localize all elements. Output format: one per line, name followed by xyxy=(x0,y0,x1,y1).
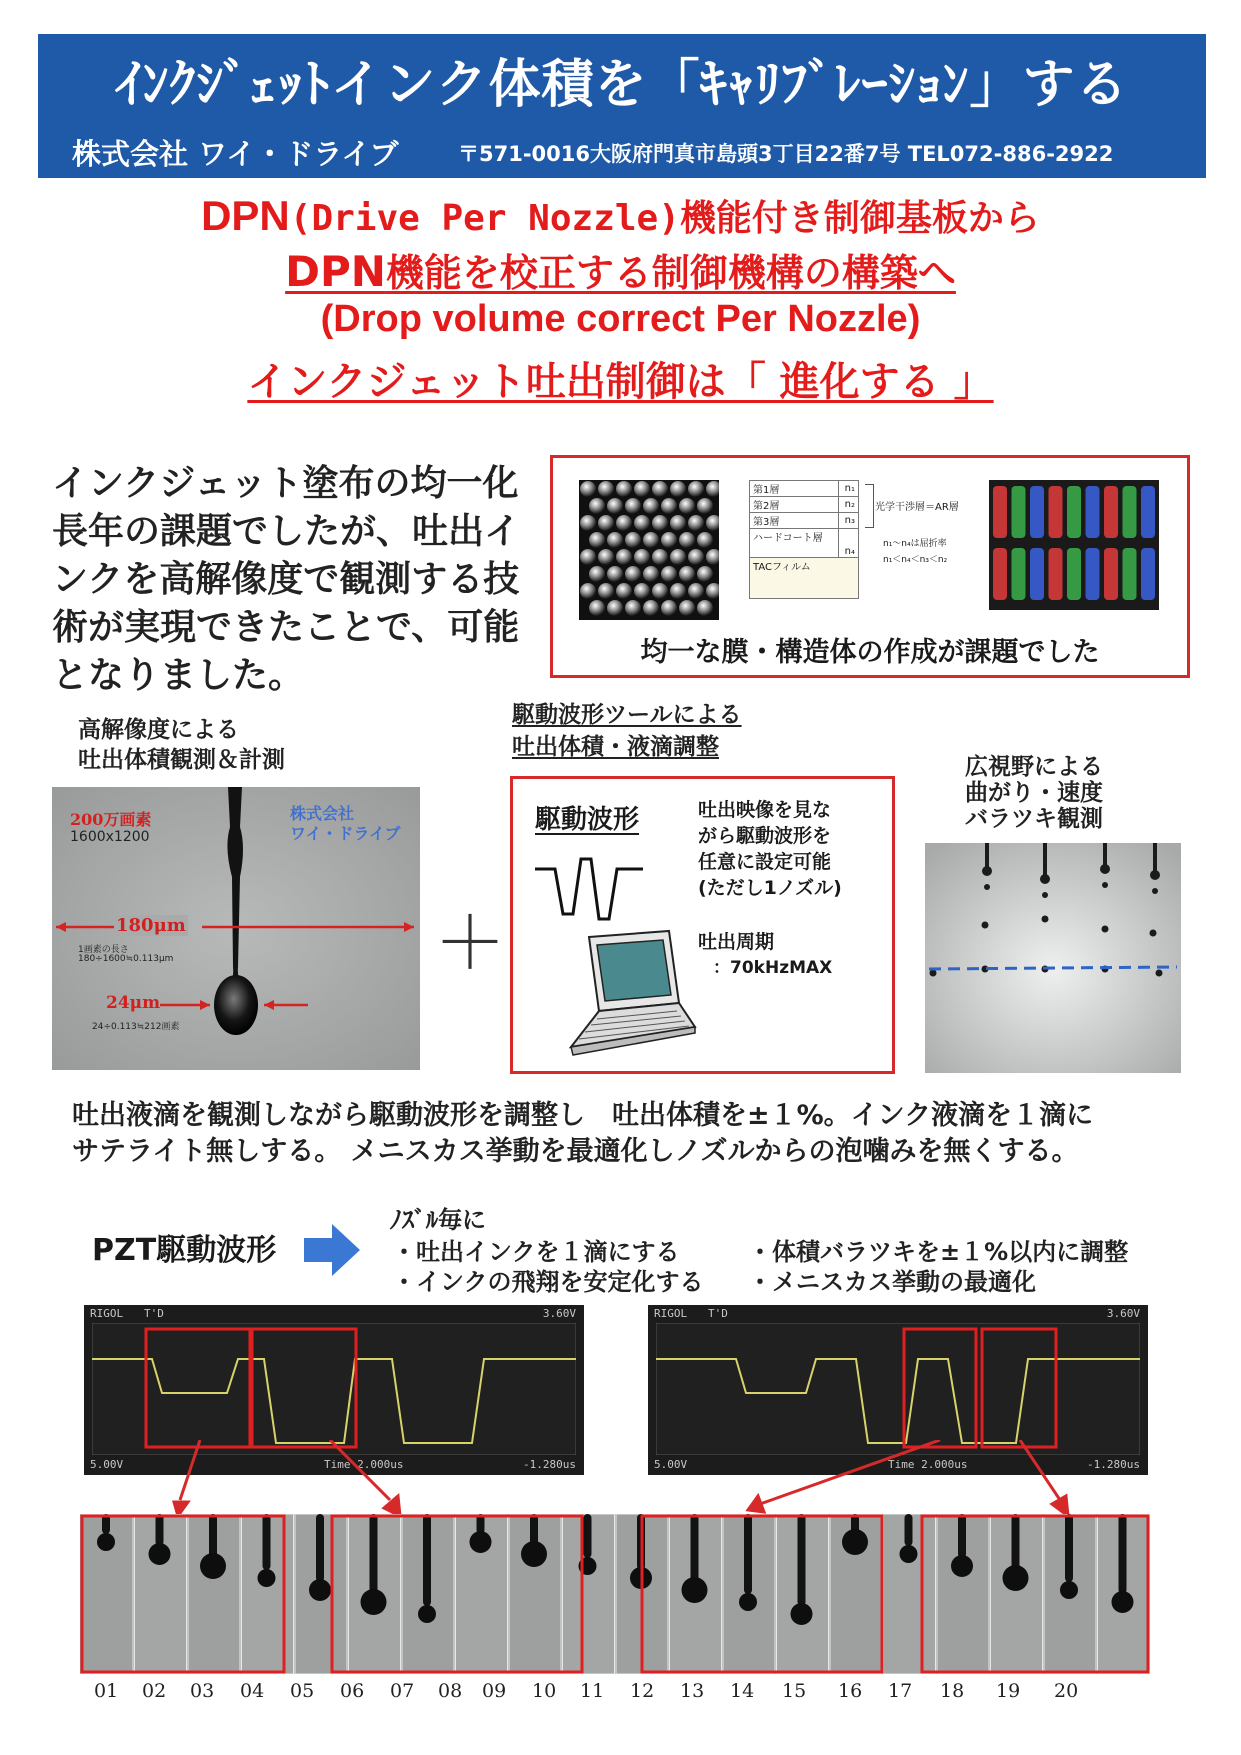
droplet-stem xyxy=(584,1514,592,1558)
arrow-right-icon xyxy=(302,1222,362,1278)
layer-index: n₂ xyxy=(838,497,858,513)
frame-number: 02 xyxy=(142,1680,167,1702)
headline-dpn-2: DPN xyxy=(285,247,386,296)
lens-dot xyxy=(598,549,614,565)
company-name: 株式会社 ワイ・ドライブ xyxy=(72,137,399,171)
droplet xyxy=(309,1579,331,1601)
pzt-bullet-right-1: ・体積バラツキを±１%以内に調整 xyxy=(748,1238,1129,1266)
lens-dot xyxy=(598,583,614,599)
headline-line-1 xyxy=(0,190,1241,241)
wide-drop xyxy=(1102,926,1109,933)
lens-dot xyxy=(670,549,686,565)
droplet xyxy=(361,1589,387,1615)
lens-dot xyxy=(607,498,623,514)
wide-drop xyxy=(982,922,989,929)
frame-number: 10 xyxy=(532,1680,557,1702)
frame-number: 14 xyxy=(730,1680,755,1702)
lens-dot xyxy=(670,583,686,599)
frame-number: 07 xyxy=(390,1680,415,1702)
lens-dot xyxy=(580,481,596,497)
film-note-2: n₁～n₄は屈折率 xyxy=(883,539,947,549)
lens-dot xyxy=(625,566,641,582)
lens-dot xyxy=(616,515,632,531)
droplet xyxy=(791,1603,813,1625)
wide-field-photo xyxy=(925,843,1181,1073)
lens-dot xyxy=(652,481,668,497)
lens-dot xyxy=(616,583,632,599)
scope-mode: T'D xyxy=(144,1307,164,1320)
color-pixel xyxy=(1030,486,1044,538)
intro-text xyxy=(52,460,542,700)
frame-number: 18 xyxy=(940,1680,965,1702)
color-pixel xyxy=(1086,548,1100,600)
lens-dot xyxy=(670,515,686,531)
watermark-2: ワイ・ドライブ xyxy=(290,824,401,843)
wide-field-drawing xyxy=(925,843,1181,1073)
intro-line: 術が実現できたことで、可能 xyxy=(52,607,520,648)
wide-label-3: バラツキ観測 xyxy=(965,806,1103,832)
wide-drop xyxy=(1100,864,1110,874)
droplet xyxy=(739,1593,757,1611)
color-pixel xyxy=(1141,486,1155,538)
nozzle-stream xyxy=(1043,843,1047,875)
lens-dot xyxy=(679,498,695,514)
tool-desc-line: (ただし1ノズル) xyxy=(698,877,842,899)
scope-trig: 3.60V xyxy=(1106,1307,1140,1320)
period-value: ：70kHzMAX xyxy=(713,958,833,978)
headline-line-4: インクジェット吐出制御は「 進化する 」 xyxy=(247,359,994,405)
measure-24: 24μm xyxy=(106,993,161,1013)
company-address: 〒571-0016大阪府門真市島頭3丁目22番7号 TEL072-886-2922 xyxy=(458,142,1114,166)
droplet-stem xyxy=(905,1514,913,1546)
summary-line-1: 吐出液滴を観測しながら駆動波形を調整し 吐出体積を±１%。インク液滴を１滴に xyxy=(72,1100,1094,1131)
wide-label-1: 広視野による xyxy=(965,754,1103,780)
frame-number: 08 xyxy=(438,1680,463,1702)
lens-dot xyxy=(688,515,704,531)
scope-brand: RIGOL xyxy=(654,1307,688,1320)
color-pixel xyxy=(993,486,1007,538)
lens-dot xyxy=(643,600,659,616)
layer-name: 第2層 xyxy=(750,497,839,513)
microlens-array-image xyxy=(579,480,719,620)
lens-dot xyxy=(688,549,704,565)
summary-line-2: サテライト無しする。 メニスカス挙動を最適化しノズルからの泡噛みを無くする。 xyxy=(72,1136,1079,1167)
droplet-stem xyxy=(744,1514,752,1594)
scope-header xyxy=(648,1305,1148,1323)
lens-dot xyxy=(643,498,659,514)
droplet xyxy=(470,1531,492,1553)
pzt-label: PZT駆動波形 xyxy=(92,1233,277,1268)
droplet xyxy=(682,1577,708,1603)
frame-number: 15 xyxy=(782,1680,807,1702)
droplet-stem xyxy=(798,1514,806,1606)
wide-drop xyxy=(1040,874,1050,884)
layer-name: ハードコート層 xyxy=(750,529,839,558)
observe-label-2: 吐出体積観測＆計測 xyxy=(78,747,285,773)
laptop-icon xyxy=(519,929,699,1069)
frame-number: 01 xyxy=(94,1680,119,1702)
scope-grid-right xyxy=(656,1323,1140,1455)
period-label: 吐出周期 xyxy=(698,931,775,953)
droplet xyxy=(97,1533,115,1551)
tool-desc-line: 吐出映像を見な xyxy=(698,799,832,821)
frame-number: 19 xyxy=(996,1680,1021,1702)
lens-dot xyxy=(679,600,695,616)
lens-dot xyxy=(580,549,596,565)
lens-dot xyxy=(616,481,632,497)
droplet xyxy=(149,1543,171,1565)
lens-dot xyxy=(679,532,695,548)
measure-24-note: 24÷0.113≒212画素 xyxy=(92,1022,180,1032)
tool-label-2: 吐出体積・液滴調整 xyxy=(512,734,719,760)
wide-drop xyxy=(1102,882,1108,888)
wide-drop xyxy=(1150,870,1160,880)
lens-dot xyxy=(697,498,713,514)
scope-header xyxy=(84,1305,584,1323)
droplet xyxy=(200,1553,226,1579)
headline-line-2 xyxy=(0,242,1241,297)
lens-dot xyxy=(634,481,650,497)
tool-desc-line: がら駆動波形を xyxy=(698,825,832,847)
layer-table xyxy=(749,480,859,599)
lens-dot xyxy=(580,515,596,531)
droplet-stem xyxy=(423,1514,431,1606)
lens-dot xyxy=(598,515,614,531)
lens-dot xyxy=(670,481,686,497)
intro-line: インクジェット塗布の均一化 xyxy=(52,463,519,504)
droplet-stem xyxy=(1065,1514,1073,1582)
intro-line: 長年の課題でしたが、吐出イ xyxy=(52,511,521,552)
droplet xyxy=(900,1545,918,1563)
droplet xyxy=(418,1605,436,1623)
scope-timebase: Time 2.000us xyxy=(324,1458,404,1471)
wide-drop xyxy=(1156,970,1163,977)
color-pixel xyxy=(1049,548,1063,600)
color-pixel xyxy=(993,548,1007,600)
tool-label-1: 駆動波形ツールによる xyxy=(512,702,742,728)
waveform-icon xyxy=(533,849,648,929)
per-nozzle-label: ﾉｽﾞﾙ毎に xyxy=(390,1206,486,1234)
layer-index: n₁ xyxy=(838,481,858,497)
pzt-bullet-right-2: ・メニスカス挙動の最適化 xyxy=(748,1268,1036,1296)
nozzle-stream xyxy=(1103,843,1107,865)
frame-number: 20 xyxy=(1054,1680,1079,1702)
lens-dot xyxy=(589,532,605,548)
nozzle-stream xyxy=(985,843,989,867)
headline-line-3: (Drop volume correct Per Nozzle) xyxy=(320,298,921,340)
measure-180-note-2: 180÷1600≒0.113μm xyxy=(78,954,174,964)
tool-box-title: 駆動波形 xyxy=(535,805,640,835)
page-title: ｲﾝｸｼﾞｪｯﾄインク体積を「ｷｬﾘﾌﾞﾚｰｼｮﾝ」する xyxy=(115,55,1129,115)
pzt-bullet-left-2: ・インクの飛翔を安定化する xyxy=(392,1268,704,1296)
layer-name: 第1層 xyxy=(750,481,839,497)
droplet-photo xyxy=(52,787,420,1070)
wide-label-2: 曲がり・速度 xyxy=(965,780,1103,806)
lens-dot xyxy=(598,481,614,497)
droplet xyxy=(842,1529,868,1555)
frame-number: 03 xyxy=(190,1680,215,1702)
lens-dot xyxy=(607,532,623,548)
tool-desc xyxy=(698,797,842,901)
lens-dot xyxy=(688,481,704,497)
scope-trig: 3.60V xyxy=(542,1307,576,1320)
frame-number: 04 xyxy=(240,1680,265,1702)
frame-number: 06 xyxy=(340,1680,365,1702)
lens-dot xyxy=(616,549,632,565)
frame-number: 13 xyxy=(680,1680,705,1702)
scope-brand: RIGOL xyxy=(90,1307,124,1320)
droplet-stem xyxy=(1012,1514,1020,1570)
frame-number: 12 xyxy=(630,1680,655,1702)
lens-dot xyxy=(589,600,605,616)
header-banner xyxy=(38,34,1206,178)
frame-number: 09 xyxy=(482,1680,507,1702)
lens-dot xyxy=(661,498,677,514)
color-pixel xyxy=(1086,486,1100,538)
lens-dot xyxy=(625,532,641,548)
frame-number: 17 xyxy=(888,1680,913,1702)
film-caption: 均一な膜・構造体の作成が課題でした xyxy=(640,637,1100,668)
frame-number: 16 xyxy=(838,1680,863,1702)
lens-dot xyxy=(679,566,695,582)
wide-drop xyxy=(930,970,937,977)
color-pixel xyxy=(1067,548,1081,600)
lens-dot xyxy=(634,549,650,565)
droplet-stem xyxy=(370,1514,378,1594)
wide-drop xyxy=(1042,892,1048,898)
lens-dot xyxy=(607,600,623,616)
color-pixel xyxy=(1104,486,1118,538)
wide-drop xyxy=(1150,930,1157,937)
lens-dot xyxy=(589,498,605,514)
droplet-stem xyxy=(958,1514,966,1558)
resolution: 1600x1200 xyxy=(70,829,150,845)
measure-180-note-1: 1画素の長さ xyxy=(78,945,129,955)
color-pixel xyxy=(1049,486,1063,538)
intro-line: となりました。 xyxy=(52,655,305,696)
lens-dot xyxy=(688,583,704,599)
tool-desc-line: 任意に設定可能 xyxy=(698,851,832,873)
color-pixel xyxy=(1012,548,1026,600)
color-filter-image xyxy=(989,480,1159,610)
droplet xyxy=(1060,1581,1078,1599)
droplet-stem xyxy=(263,1514,271,1570)
droplet xyxy=(258,1569,276,1587)
lens-dot xyxy=(607,566,623,582)
scope-mode: T'D xyxy=(708,1307,728,1320)
measure-180: 180μm xyxy=(116,915,186,936)
headline-line-2-rest: 機能を校正する制御機構の構築へ xyxy=(385,251,956,295)
droplet xyxy=(951,1555,973,1577)
lens-dot xyxy=(625,600,641,616)
frame-numbers xyxy=(80,1680,1150,1706)
frame-number: 05 xyxy=(290,1680,315,1702)
pzt-bullet-left-1: ・吐出インクを１滴にする xyxy=(392,1238,680,1266)
watermark-1: 株式会社 xyxy=(290,804,355,823)
lens-dot xyxy=(661,566,677,582)
droplet-stem xyxy=(1119,1514,1127,1594)
lens-dot xyxy=(634,583,650,599)
scope-ch-scale: 5.00V xyxy=(654,1458,688,1471)
layer-name: TACフィルム xyxy=(750,558,859,599)
color-pixel xyxy=(1104,548,1118,600)
nozzle-stream xyxy=(1153,843,1157,871)
droplet-filmstrip xyxy=(80,1514,1150,1674)
droplet xyxy=(521,1541,547,1567)
droplet xyxy=(1112,1591,1134,1613)
film-note-3: n₁＜n₄＜n₃＜n₂ xyxy=(883,555,948,565)
connector-arrows xyxy=(0,1440,1241,1520)
summary-text xyxy=(72,1098,1093,1170)
lens-dot xyxy=(634,515,650,531)
color-pixel xyxy=(1030,548,1044,600)
wide-drop xyxy=(982,866,992,876)
lens-dot xyxy=(697,566,713,582)
color-pixel xyxy=(1123,548,1137,600)
lens-dot xyxy=(580,583,596,599)
intro-line: ンクを高解像度で観測する技 xyxy=(52,559,520,600)
brace xyxy=(865,484,874,528)
frame-number: 11 xyxy=(580,1680,605,1702)
scope-offset: -1.280us xyxy=(523,1458,576,1471)
filmstrip-drawing xyxy=(80,1514,1150,1674)
lens-dot xyxy=(652,549,668,565)
lens-dot xyxy=(652,515,668,531)
droplet-stem xyxy=(156,1514,164,1546)
lens-dot xyxy=(661,532,677,548)
lens-dot xyxy=(697,532,713,548)
headline-line-1-rest: (Drive Per Nozzle)機能付き制御基板から xyxy=(289,198,1040,239)
wide-drop xyxy=(1152,888,1158,894)
observe-label-1: 高解像度による xyxy=(78,717,239,743)
layer-name: 第3層 xyxy=(750,513,839,529)
plus-sign: ＋ xyxy=(434,901,507,985)
scope-grid-left xyxy=(92,1323,576,1455)
lens-dot xyxy=(643,566,659,582)
lens-dot xyxy=(652,583,668,599)
waveform-tool-box xyxy=(510,776,895,1074)
scope-offset: -1.280us xyxy=(1087,1458,1140,1471)
color-pixel xyxy=(1123,486,1137,538)
color-pixel xyxy=(1012,486,1026,538)
headline-dpn-1: DPN xyxy=(201,192,290,239)
wide-drop xyxy=(984,884,990,890)
lens-dot xyxy=(625,498,641,514)
droplet-stem xyxy=(316,1514,324,1582)
pixel-count: 200万画素 xyxy=(70,810,152,829)
lens-dot xyxy=(661,600,677,616)
droplet xyxy=(1003,1565,1029,1591)
scope-ch-scale: 5.00V xyxy=(90,1458,124,1471)
color-pixel xyxy=(1067,486,1081,538)
color-pixel xyxy=(1141,548,1155,600)
wide-drop xyxy=(1042,916,1049,923)
film-note-1: 光学干渉層＝AR層 xyxy=(875,502,959,513)
layer-index: n₄ xyxy=(838,529,858,558)
layer-index: n₃ xyxy=(838,513,858,529)
film-structure-box xyxy=(550,455,1190,678)
droplet-stem xyxy=(691,1514,699,1582)
lens-dot xyxy=(589,566,605,582)
lens-dot xyxy=(643,532,659,548)
droplet-stem xyxy=(209,1514,217,1558)
lens-dot xyxy=(697,600,713,616)
scope-timebase: Time 2.000us xyxy=(888,1458,968,1471)
